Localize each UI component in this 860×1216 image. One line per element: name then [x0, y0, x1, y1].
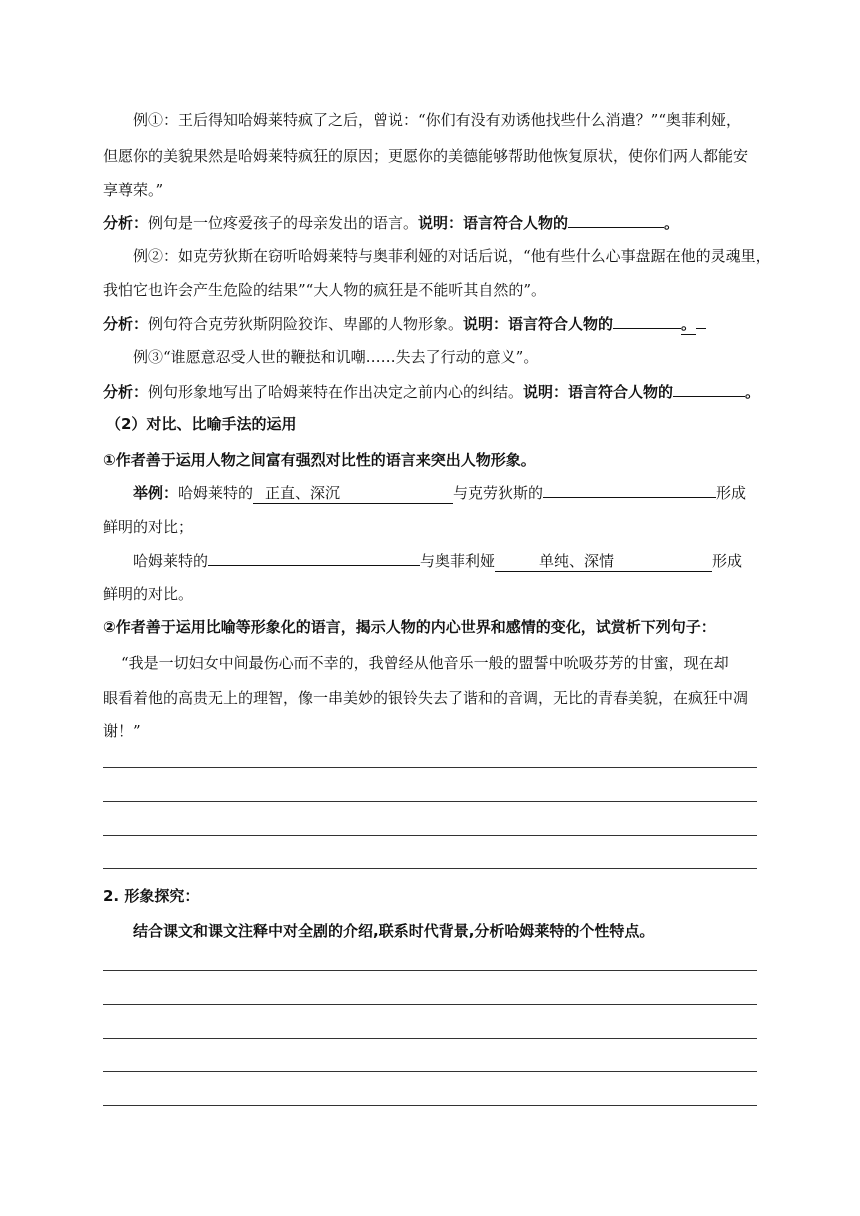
filled-answer: 单纯、深情	[539, 552, 615, 570]
contrast-line-2-cont: 鲜明的对比。	[103, 585, 194, 603]
answer-line[interactable]	[103, 835, 757, 836]
answer-line[interactable]	[103, 1105, 757, 1106]
end-mark: 。	[681, 315, 697, 333]
contrast-text: 哈姆莱特的	[178, 484, 254, 502]
ex2-analysis	[103, 313, 706, 335]
contrast-text: 与克劳狄斯的	[453, 484, 544, 502]
analysis-text: 例句形象地写出了哈姆莱特在作出决定之前内心的纠结。	[148, 383, 524, 401]
ex2-line1: 例②：如克劳狄斯在窃听哈姆莱特与奥菲利娅的对话后说，“他有些什么心事盘踞在他的灵魂里，	[133, 247, 771, 265]
contrast-text: 形成	[716, 484, 747, 502]
quote-line-2: 眼看着他的高贵无上的理智，像一串美妙的银铃失去了谐和的音调，无比的青春美貌，在疯狂中凋	[103, 689, 749, 707]
example-label: 举例：	[133, 484, 179, 502]
contrast-line-1-cont: 鲜明的对比；	[103, 518, 194, 536]
analysis-text: 例句是一位疼爱孩子的母亲发出的语言。	[148, 214, 419, 232]
point-1: ①作者善于运用人物之间富有强烈对比性的语言来突出人物形象。	[103, 451, 536, 469]
ex1-line3: 享尊荣。”	[103, 181, 164, 199]
fill-blank[interactable]	[495, 551, 712, 572]
answer-line[interactable]	[103, 767, 757, 768]
quote-line-1: “我是一切妇女中间最伤心而不幸的，我曾经从他音乐一般的盟誓中吮吸芬芳的甘蜜，现在却	[121, 654, 729, 672]
answer-line[interactable]	[103, 801, 757, 802]
answer-blank[interactable]	[543, 482, 716, 498]
answer-line[interactable]	[103, 970, 757, 971]
ex1-analysis	[103, 212, 679, 233]
fill-blank[interactable]	[253, 483, 453, 504]
section-3-heading: 2. 形象探究：	[103, 887, 200, 905]
end-mark: 。	[745, 383, 761, 401]
analysis-label: 分析：	[103, 214, 149, 232]
answer-line[interactable]	[103, 1038, 757, 1039]
contrast-text: 形成	[712, 552, 743, 570]
ex2-line2: 我怕它也许会产生危险的结果”“大人物的疯狂是不能听其自然的”。	[103, 281, 547, 299]
point-2: ②作者善于运用比喻等形象化的语言，揭示人物的内心世界和感情的变化，试赏析下列句子：	[103, 618, 716, 636]
answer-blank[interactable]	[613, 313, 681, 329]
answer-blank[interactable]	[673, 381, 745, 397]
contrast-line-2	[133, 550, 742, 572]
answer-blank[interactable]	[568, 212, 664, 228]
answer-line[interactable]	[103, 868, 757, 869]
analysis-label: 分析：	[103, 383, 149, 401]
contrast-text: 哈姆莱特的	[133, 552, 209, 570]
answer-blank[interactable]	[208, 550, 420, 566]
analysis-text: 例句符合克劳狄斯阴险狡诈、卑鄙的人物形象。	[148, 315, 464, 333]
answer-line[interactable]	[103, 1071, 757, 1072]
contrast-text: 与奥菲利娅	[420, 552, 496, 570]
underline-tail	[696, 313, 706, 329]
explain-label: 说明：语言符合人物的	[463, 315, 614, 333]
quote-line-3: 谢！”	[103, 722, 141, 740]
ex3-line1: 例③“谁愿意忍受人世的鞭挞和讥嘲……失去了行动的意义”。	[133, 348, 539, 366]
contrast-line-1	[133, 482, 746, 504]
ex1-line1: 例①：王后得知哈姆莱特疯了之后，曾说：“你们有没有劝诱他找些什么消遣？”“奥菲利娅，	[133, 111, 742, 129]
ex1-line2: 但愿你的美貌果然是哈姆莱特疯狂的原因；更愿你的美德能够帮助他恢复原状，使你们两人都能安	[103, 147, 749, 165]
explain-label: 说明：语言符合人物的	[418, 214, 569, 232]
filled-answer: 正直、深沉	[265, 484, 341, 502]
answer-line[interactable]	[103, 1004, 757, 1005]
end-mark: 。	[664, 214, 680, 232]
section-3-task: 结合课文和课文注释中对全剧的介绍,联系时代背景,分析哈姆莱特的个性特点。	[133, 922, 655, 940]
explain-label: 说明：语言符合人物的	[523, 383, 674, 401]
ex3-analysis	[103, 381, 760, 402]
section-heading: （2）对比、比喻手法的运用	[106, 415, 297, 433]
analysis-label: 分析：	[103, 315, 149, 333]
